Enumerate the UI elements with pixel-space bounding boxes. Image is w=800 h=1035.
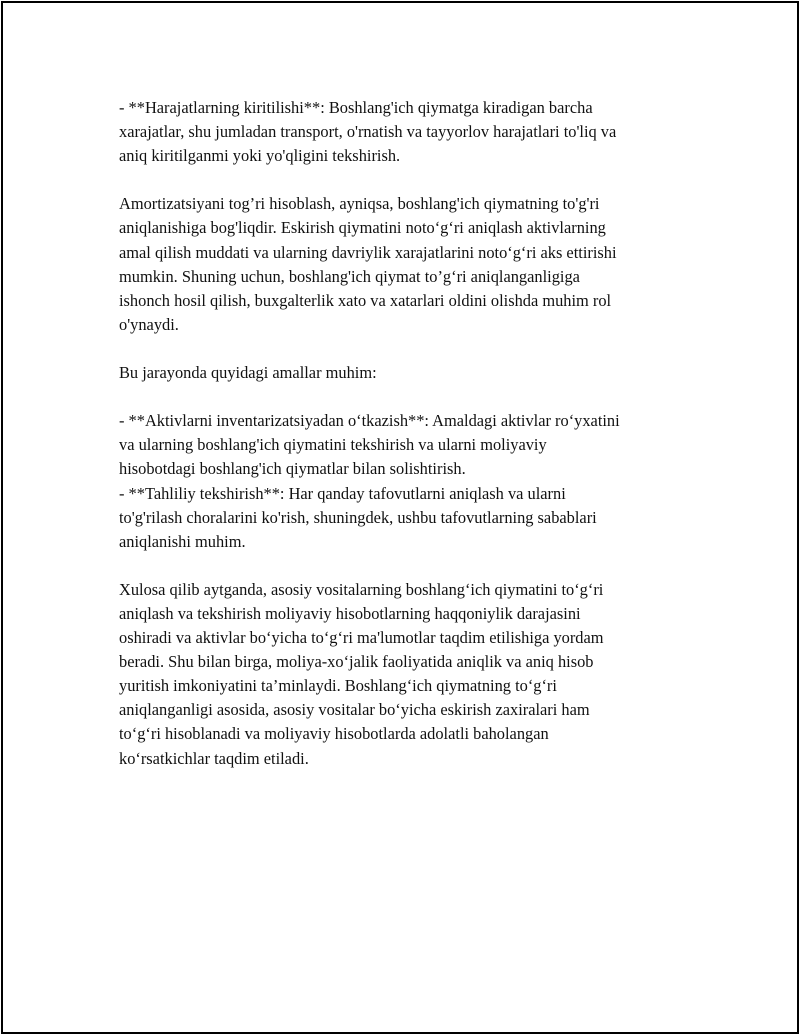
text-line: ishonch hosil qilish, buxgalterlik xato va xatarlari oldini olishda muhim rol [119,290,612,310]
text-line: yuritish imkoniyatini ta’minlaydi. Boshlang‘ich qiymatning to‘g‘ri [119,676,557,696]
text-line: aniqlash va tekshirish moliyaviy hisobotlarning haqqoniylik darajasini [119,603,581,623]
paragraph-inventory-item [119,409,689,481]
text-line: Bu jarayonda quyidagi amallar muhim: [119,363,377,383]
text-line: va ularning boshlang'ich qiymatini tekshirish va ularni moliyaviy [119,435,547,455]
text-line: oshiradi va aktivlar bo‘yicha to‘g‘ri ma'lumotlar taqdim etilishiga yordam [119,628,604,648]
text-line: mumkin. Shuning uchun, boshlang'ich qiymat to’g‘ri aniqlanganligiga [119,266,580,286]
text-line: aniqlanishiga bog'liqdir. Eskirish qiymatini noto‘g‘ri aniqlash aktivlarning [119,218,606,238]
text-line: ko‘rsatkichlar taqdim etiladi. [119,748,309,768]
text-line: hisobotdagi boshlang'ich qiymatlar bilan solishtirish. [119,459,466,479]
text-line: - **Aktivlarni inventarizatsiyadan o‘tkazish**: Amaldagi aktivlar ro‘yxatini [119,411,620,431]
text-line: beradi. Shu bilan birga, moliya-xo‘jalik faoliyatida aniqlik va aniq hisob [119,652,594,672]
text-line: - **Tahliliy tekshirish**: Har qanday tafovutlarni aniqlash va ularni [119,483,566,503]
text-line: Amortizatsiyani tog’ri hisoblash, ayniqsa, boshlang'ich qiymatning to'g'ri [119,194,600,214]
text-line: to‘g‘ri hisoblanadi va moliyaviy hisobotlarda adolatli baholangan [119,724,549,744]
paragraph-amortization [119,192,689,337]
paragraph-expenses-inclusion [119,96,689,168]
text-line: - **Harajatlarning kiritilishi**: Boshlang'ich qiymatga kiradigan barcha [119,98,593,117]
paragraph-conclusion [119,578,689,771]
paragraph-actions-intro [119,361,689,385]
text-line: to'g'rilash choralarini ko'rish, shuningdek, ushbu tafovutlarning sabablari [119,507,597,527]
text-line: amal qilish muddati va ularning davriylik xarajatlarini noto‘g‘ri aks ettirishi [119,242,617,262]
text-line: o'ynaydi. [119,314,179,334]
document-body [119,96,689,795]
text-line: aniqlanishi muhim. [119,531,246,551]
text-line: Xulosa qilib aytganda, asosiy vositalarning boshlang‘ich qiymatini to‘g‘ri [119,579,604,599]
text-line: xarajatlar, shu jumladan transport, o'rnatish va tayyorlov harajatlari to'liq va [119,122,617,142]
text-line: aniqlanganligi asosida, asosiy vositalar bo‘yicha eskirish zaxiralari ham [119,700,590,720]
paragraph-analytical-check-item [119,482,689,554]
document-page [1,1,799,1034]
text-line: aniq kiritilganmi yoki yo'qligini tekshirish. [119,146,401,166]
